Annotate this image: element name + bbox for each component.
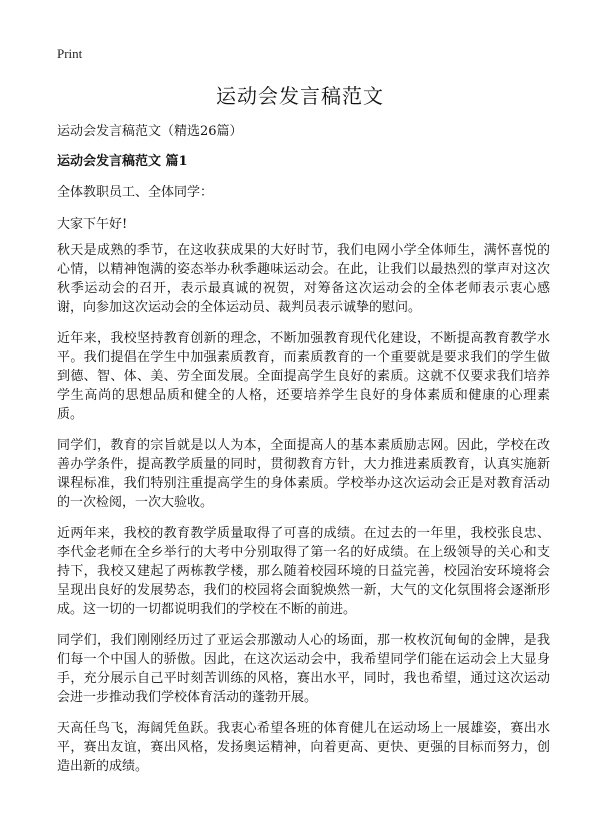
paragraph: 近两年来，我校的教育教学质量取得了可喜的成绩。在过去的一年里，我校张良忠、李代金老师在全乡举行的大考中分别取得了第一名的好成绩。在上级领导的关心和支持下，我校又建起了两栋教学楼，那么随着校园环境的日益完善，校园治安环境将会呈现出良好的发展势态，我们的校园将会面貌焕然一新，大气的文化氛围将会逐渐形成。这一切的一切都说明我们的学校在不断的前进。: [57, 526, 550, 617]
salutation: 全体教职员工、全体同学：: [57, 185, 214, 200]
document-subtitle: 运动会发言稿范文（精选26篇）: [57, 124, 243, 139]
print-link[interactable]: Print: [57, 46, 83, 61]
body-text: [57, 241, 550, 788]
paragraph: 同学们，教育的宗旨就是以人为本，全面提高人的基本素质励志网。因此，学校在改善办学条件，提高教学质量的同时，贯彻教育方针，大力推进素质教育，认真实施新课程标准，我们特别注重提高学生的身体素质。学校举办这次运动会正是对教育活动的一次检阅，一次大验收。: [57, 438, 550, 510]
page-title: 运动会发言稿范文: [216, 84, 384, 108]
paragraph: 秋天是成熟的季节，在这收获成果的大好时节，我们电网小学全体师生，满怀喜悦的心情，以精神饱满的姿态举办秋季趣味运动会。在此，让我们以最热烈的掌声对这次秋季运动会的召开，表示最真诚的祝贺，对筹备这次运动会的全体老师表示衷心感谢，向参加这次运动会的全体运动员、裁判员表示诚挚的慰问。: [57, 243, 550, 315]
greeting-line: 大家下午好!: [57, 217, 128, 232]
section-heading: 运动会发言稿范文 篇1: [57, 154, 188, 169]
paragraph: 近年来，我校坚持教育创新的理念，不断加强教育现代化建设，不断提高教育教学水平。我们提倡在学生中加强素质教育，而素质教育的一个重要就是要求我们的学生做到德、智、体、美、劳全面发展。全面提高学生良好的素质。这就不仅要求我们培养学生高尚的思想品质和健全的人格，还要培养学生良好的身体素质和健康的心理素质。: [57, 331, 550, 422]
paragraph: 天高任鸟飞，海阔凭鱼跃。我衷心希望各班的体育健儿在运动场上一展雄姿，赛出水平，赛出友谊，赛出风格，发扬奥运精神，向着更高、更快、更强的目标而努力，创造出新的成绩。: [57, 721, 550, 774]
paragraph: 同学们，我们刚刚经历过了亚运会那激动人心的场面，那一枚枚沉甸甸的金牌，是我们每一个中国人的骄傲。因此，在这次运动会中，我希望同学们能在运动会上大显身手，充分展示自己平时刻苦训练的风格，赛出水平，同时，我也希望，通过这次运动会进一步推动我们学校体育活动的蓬勃开展。: [57, 633, 550, 705]
